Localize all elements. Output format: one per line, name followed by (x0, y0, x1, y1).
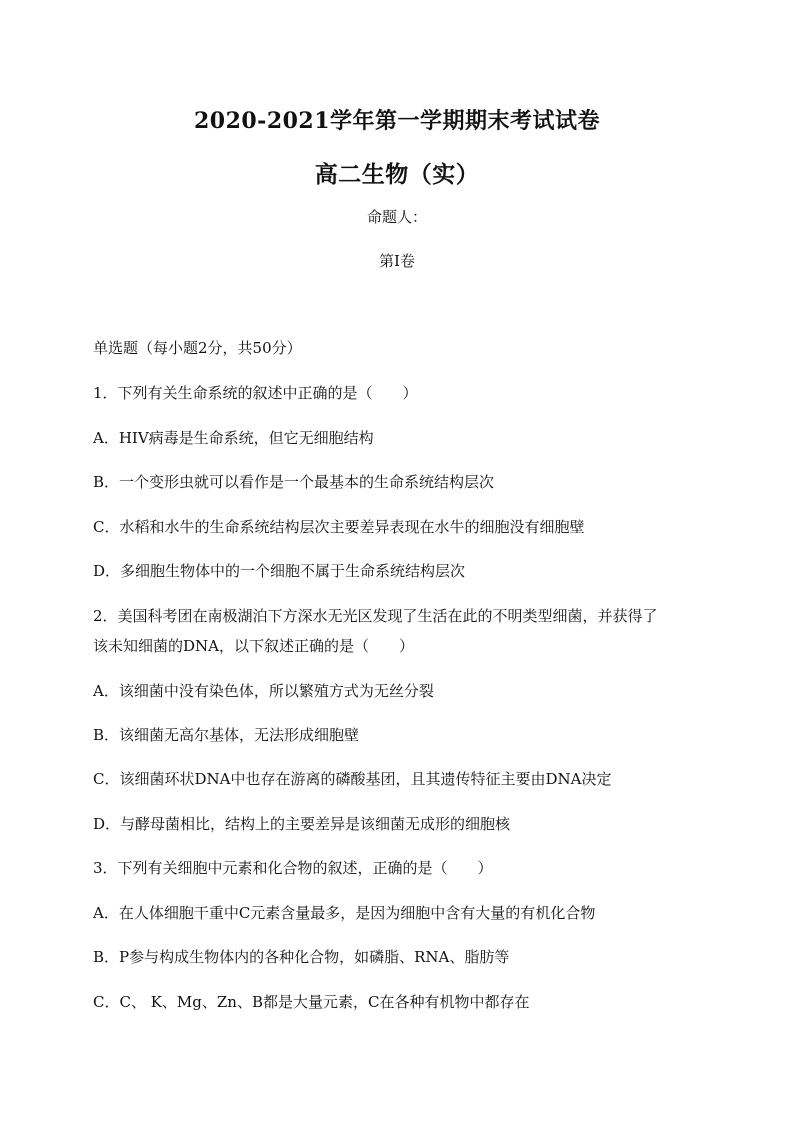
question-3-option-b: B．P参与构成生物体内的各种化合物，如磷脂、RNA、脂肪等 (93, 948, 510, 966)
question-2-option-c: C．该细菌环状DNA中也存在游离的磷酸基团，且其遗传特征主要由DNA决定 (93, 770, 612, 788)
question-3-option-c: C．C、 K、Mg、Zn、B都是大量元素，C在各种有机物中都存在 (93, 993, 530, 1011)
question-2-option-b: B．该细菌无高尔基体，无法形成细胞壁 (93, 726, 360, 744)
exam-title: 2020-2021学年第一学期期末考试试卷 (193, 108, 601, 134)
question-2-stem-line2: 该未知细菌的DNA，以下叙述正确的是（ ） (93, 637, 414, 655)
volume-label: 第Ⅰ卷 (379, 252, 415, 270)
question-1-stem: 1．下列有关生命系统的叙述中正确的是（ ） (93, 384, 418, 402)
question-3-option-a: A．在人体细胞干重中C元素含量最多，是因为细胞中含有大量的有机化合物 (93, 904, 596, 922)
question-1-option-c: C．水稻和水牛的生命系统结构层次主要差异表现在水牛的细胞没有细胞壁 (93, 518, 585, 536)
question-2-option-d: D．与酵母菌相比，结构上的主要差异是该细菌无成形的细胞核 (93, 815, 511, 833)
author-label: 命题人： (366, 208, 427, 226)
question-2-option-a: A．该细菌中没有染色体，所以繁殖方式为无丝分裂 (93, 682, 434, 700)
question-2-stem-line1: 2．美国科考团在南极湖泊下方深水无光区发现了生活在此的不明类型细菌，并获得了 (93, 607, 658, 625)
section-heading: 单选题（每小题2分，共50分） (93, 339, 302, 357)
question-1-option-a: A．HIV病毒是生命系统，但它无细胞结构 (93, 429, 374, 447)
question-1-option-d: D．多细胞生物体中的一个细胞不属于生命系统结构层次 (93, 562, 466, 580)
question-3-stem: 3．下列有关细胞中元素和化合物的叙述，正确的是（ ） (93, 859, 493, 877)
question-1-option-b: B．一个变形虫就可以看作是一个最基本的生命系统结构层次 (93, 473, 495, 491)
subject-title: 高二生物（实） (314, 161, 480, 188)
